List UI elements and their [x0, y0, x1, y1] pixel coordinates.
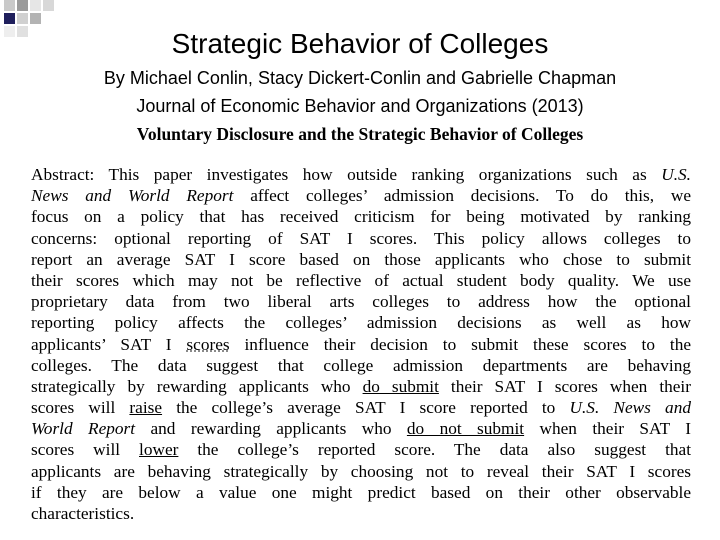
- abstract-text-segment: characteristics.: [31, 504, 135, 523]
- abstract-text-segment: strategically by rewarding applicants who: [31, 376, 363, 396]
- abstract-text-segment: and rewarding applicants who: [135, 419, 407, 439]
- abstract-text-segment: focus on a policy that has received criticism for being motivated by ranking: [31, 207, 691, 227]
- italic-text: U.S. News and: [569, 398, 691, 418]
- abstract-text-segment: colleges. The data suggest that college admission departments are behaving: [31, 355, 691, 375]
- abstract-text-segment: the college’s average SAT I score reported to: [162, 398, 570, 418]
- underlined-text: do not submit: [406, 419, 525, 439]
- abstract-line: [31, 376, 691, 397]
- abstract-line: [31, 503, 691, 524]
- underlined-text: lower: [139, 440, 179, 460]
- abstract-line: [31, 418, 691, 439]
- abstract-text: [31, 164, 691, 524]
- abstract-text-segment: scores: [186, 334, 230, 354]
- abstract-text-segment: if they are below a value one might predict based on their other observable: [31, 482, 691, 502]
- italic-text: U.S.: [661, 165, 691, 184]
- journal-line: Journal of Economic Behavior and Organizations (2013): [136, 96, 584, 116]
- abstract-text-segment: reporting policy affects the colleges’ admission decisions as well as how: [31, 313, 691, 333]
- abstract-line: [31, 249, 691, 270]
- abstract-line: [31, 228, 691, 249]
- abstract-text-segment: the college’s reported score. The data also suggest that: [178, 440, 691, 460]
- abstract-text-segment: their SAT I scores when their: [438, 376, 691, 396]
- abstract-line: [31, 461, 691, 482]
- abstract-line: [31, 397, 691, 418]
- underlined-text: raise: [129, 398, 163, 418]
- abstract-text-segment: affect colleges’ admission decisions. To do this, we: [233, 186, 691, 206]
- italic-text: World Report: [31, 419, 136, 439]
- slide-title: Strategic Behavior of Colleges: [171, 28, 549, 59]
- abstract-text-segment: influence their decision to submit these scores to the: [229, 334, 692, 354]
- abstract-text-segment: report an average SAT I score based on those applicants who chose to submit: [31, 249, 691, 269]
- abstract-line: [31, 270, 691, 291]
- abstract-line: [31, 291, 691, 312]
- abstract-text-segment: applicants are behaving strategically by choosing not to reveal their SAT I scores: [31, 461, 691, 481]
- abstract-text-segment: proprietary data from two liberal arts colleges to address how the optional: [31, 292, 691, 312]
- authors-line: By Michael Conlin, Stacy Dickert-Conlin and Gabrielle Chapman: [103, 68, 617, 88]
- abstract-text-segment: applicants’ SAT I: [31, 334, 187, 354]
- italic-text: News and World Report: [31, 186, 234, 206]
- abstract-text-segment: their scores which may not be reflective of actual student body quality. We use: [31, 270, 691, 290]
- paper-title: Voluntary Disclosure and the Strategic Behavior of Colleges: [136, 124, 584, 144]
- abstract-text-segment: Abstract: This paper investigates how outside ranking organizations such as: [31, 165, 662, 184]
- abstract-line: [31, 355, 691, 376]
- abstract-line: [31, 312, 691, 333]
- abstract-line: [31, 482, 691, 503]
- underlined-text: do submit: [362, 376, 439, 396]
- abstract-line: [31, 185, 691, 206]
- abstract-text-segment: scores will: [31, 440, 140, 460]
- abstract-text-segment: scores will: [31, 398, 130, 418]
- abstract-line: [31, 439, 691, 460]
- abstract-line: [31, 334, 691, 355]
- abstract-line: [31, 206, 691, 227]
- abstract-text-segment: concerns: optional reporting of SAT I scores. This policy allows colleges to: [31, 228, 691, 248]
- abstract-line: [31, 164, 691, 185]
- abstract-text-segment: when their SAT I: [524, 419, 691, 439]
